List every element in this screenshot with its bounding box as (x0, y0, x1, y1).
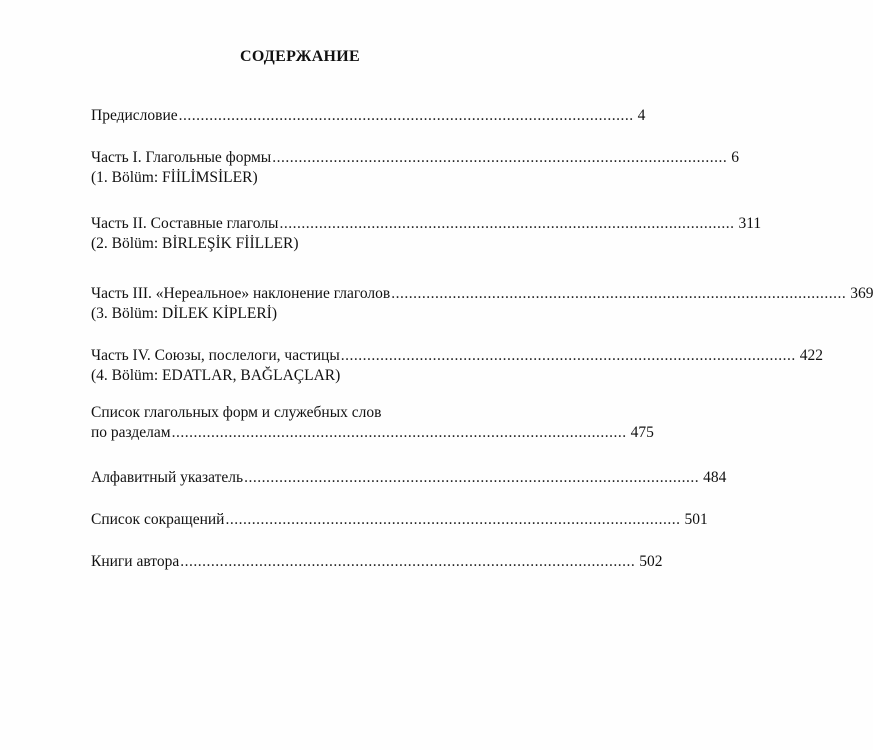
leader-dots: ........................................................................................................ (340, 347, 796, 364)
leader-dots: ........................................................................................................ (171, 424, 627, 441)
leader-dots: ........................................................................................................ (178, 107, 634, 124)
toc-page-number: 501 (684, 511, 708, 528)
leader-dots: ........................................................................................................ (391, 285, 847, 302)
toc-entry-subtitle: (3. Bölüm: DİLEK KİPLERİ) (91, 305, 277, 322)
leader-dots: ........................................................................................................ (279, 215, 735, 232)
toc-entry-title: Список сокращений (91, 511, 225, 528)
toc-entry-title: Предисловие (91, 107, 178, 124)
toc-page-number: 502 (639, 553, 663, 570)
page-title: СОДЕРЖАНИЕ (239, 48, 361, 65)
toc-entry-part-2 (91, 214, 762, 254)
toc-page-number: 422 (799, 347, 824, 364)
toc-entry-subtitle: (4. Bölüm: EDATLAR, BAĞLAÇLAR) (91, 367, 341, 384)
toc-entry-part-1 (91, 148, 739, 188)
leader-dots: ........................................................................................................ (180, 553, 636, 570)
toc-entry-title: Часть I. Глагольные формы (91, 149, 272, 166)
toc-entry-title: Книги автора (91, 553, 180, 570)
leader-dots: ........................................................................................................ (225, 511, 681, 528)
toc-entry-author-books (91, 552, 663, 572)
toc-page-number: 475 (630, 424, 654, 441)
toc-entry-preface (91, 106, 646, 126)
toc-page-number: 6 (731, 149, 739, 166)
leader-dots: ........................................................................................................ (244, 469, 700, 486)
toc-entry-title-line1: Список глагольных форм и служебных слов (91, 404, 382, 421)
toc-entry-title: Часть IV. Союзы, послелоги, частицы (91, 347, 340, 364)
toc-entry-word-list (91, 403, 654, 443)
toc-entry-abbreviations (91, 510, 708, 530)
toc-entry-title: Алфавитный указатель (91, 469, 244, 486)
toc-page-number: 369 (850, 285, 873, 302)
toc-page-number: 311 (738, 215, 762, 232)
toc-entry-subtitle: (1. Bölüm: FİİLİMSİLER) (91, 169, 258, 186)
toc-entry-title: Часть II. Составные глаголы (91, 215, 279, 232)
toc-entry-title: Часть III. «Нереальное» наклонение глаголов (91, 285, 391, 302)
toc-page-number: 484 (703, 469, 727, 486)
toc-page-number: 4 (637, 107, 646, 124)
table-of-contents (91, 106, 873, 572)
toc-entry-part-4 (91, 346, 824, 386)
toc-entry-index (91, 468, 727, 488)
toc-entry-subtitle: (2. Bölüm: BİRLEŞİK FİİLLER) (91, 235, 299, 252)
toc-entry-title: по разделам (91, 424, 171, 441)
toc-entry-part-3 (91, 284, 873, 324)
leader-dots: ........................................................................................................ (272, 149, 728, 166)
